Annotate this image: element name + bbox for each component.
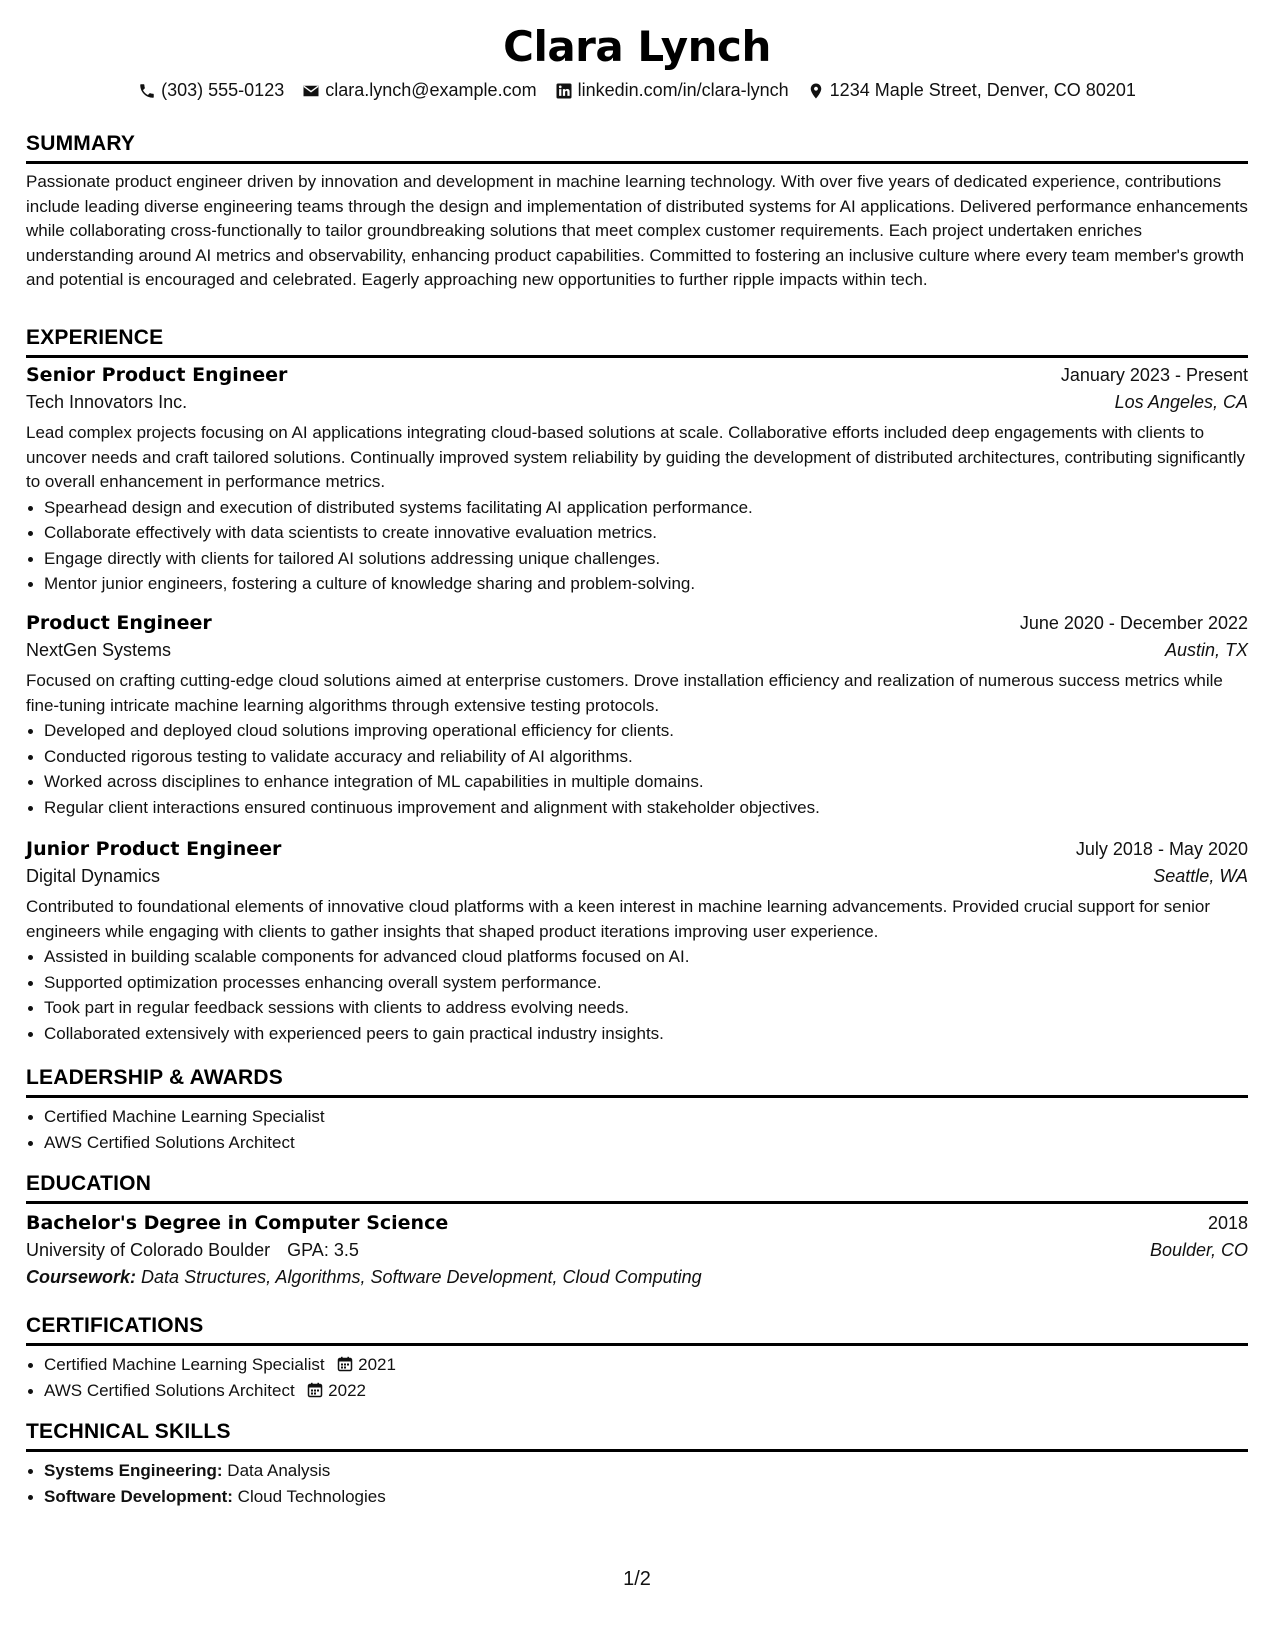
job-company: Digital Dynamics <box>26 866 161 886</box>
certifications-title: CERTIFICATIONS <box>26 1314 1248 1346</box>
job-location: Austin, TX <box>1164 640 1248 660</box>
degree-title: Bachelor's Degree in Computer Science <box>26 1212 449 1234</box>
email-text[interactable]: clara.lynch@example.com <box>325 80 537 100</box>
job-description: Contributed to foundational elements of innovative cloud platforms with a keen interest in machine learning advancements. Provided crucial support for senior engineers while engaging with clients to gather insights that shaped product iterations improving user experience. <box>26 897 1211 941</box>
skills-section <box>26 1420 1248 1509</box>
list-item: Certified Machine Learning Specialist <box>26 1104 1248 1130</box>
list-item: Took part in regular feedback sessions with clients to address evolving needs. <box>26 995 1248 1021</box>
list-item: Supported optimization processes enhancing overall system performance. <box>26 970 1248 996</box>
skills-title: TECHNICAL SKILLS <box>26 1420 1248 1452</box>
job-dates: July 2018 - May 2020 <box>1075 839 1248 859</box>
skills-list <box>26 1458 1248 1509</box>
list-item <box>26 1458 1248 1484</box>
calendar-icon <box>337 1356 353 1372</box>
cert-year: 2022 <box>328 1380 366 1400</box>
job-dates: June 2020 - December 2022 <box>1019 613 1248 633</box>
summary-text: Passionate product engineer driven by innovation and development in machine learning technology. With over five years of dedicated experience, contributions include leading diverse engineering teams through the design and implementation of distributed systems for AI applications. Delivered performance enhancements while collaborating cross-functionally to tailor groundbreaking solutions that meet complex customer requirements. Each project undertaken enriches understanding around AI metrics and observability, enhancing product capabilities. Committed to fostering an inclusive culture where every team member's growth and potential is encouraged and celebrated. Eagerly approaching new opportunities to further ripple impacts within tech. <box>26 172 1248 289</box>
education-title: EDUCATION <box>26 1172 1248 1204</box>
contact-bar <box>26 80 1248 101</box>
graduation-year: 2018 <box>1207 1213 1248 1233</box>
phone-icon <box>138 82 156 100</box>
contact-linkedin[interactable] <box>555 80 789 101</box>
list-item: Collaborated extensively with experienced peers to gain practical industry insights. <box>26 1021 1248 1047</box>
cert-year: 2021 <box>358 1355 396 1374</box>
job-bullets <box>26 944 1248 1046</box>
contact-address <box>807 80 1136 101</box>
job-company: Tech Innovators Inc. <box>26 392 188 412</box>
summary-title: SUMMARY <box>26 132 1248 164</box>
job-entry <box>26 838 1248 1046</box>
education-section <box>26 1172 1248 1288</box>
contact-email[interactable] <box>302 80 536 101</box>
leadership-list <box>26 1104 1248 1155</box>
job-bullets <box>26 495 1248 597</box>
page-number: 1/2 <box>623 1568 651 1590</box>
list-item: Spearhead design and execution of distributed systems facilitating AI application performance. <box>26 495 1248 521</box>
job-title: Junior Product Engineer <box>26 838 282 860</box>
coursework-line <box>26 1267 1248 1288</box>
list-item: Collaborate effectively with data scientists to create innovative evaluation metrics. <box>26 520 1248 546</box>
envelope-icon <box>302 82 320 100</box>
certifications-list <box>26 1352 1248 1403</box>
gpa: GPA: 3.5 <box>287 1240 359 1260</box>
list-item <box>26 1378 1248 1404</box>
coursework-text: Data Structures, Algorithms, Software Development, Cloud Computing <box>141 1267 702 1287</box>
list-item <box>26 1484 1248 1510</box>
linkedin-text[interactable]: linkedin.com/in/clara-lynch <box>577 80 789 100</box>
job-description: Lead complex projects focusing on AI applications integrating cloud-based solutions at scale. Collaborative efforts included deep engagements with clients to uncover needs and craft tailored solutions. Continually improved system reliability by guiding the development of distributed architectures, contributing significantly to overall enhancement in performance metrics. <box>26 423 1245 491</box>
job-dates: January 2023 - Present <box>1060 365 1248 385</box>
list-item: Mentor junior engineers, fostering a culture of knowledge sharing and problem-solving. <box>26 571 1248 597</box>
list-item <box>26 1352 1248 1378</box>
school-location: Boulder, CO <box>1149 1240 1248 1260</box>
list-item: Assisted in building scalable components for advanced cloud platforms focused on AI. <box>26 944 1248 970</box>
phone-text: (303) 555-0123 <box>161 80 285 100</box>
list-item: Conducted rigorous testing to validate accuracy and reliability of AI algorithms. <box>26 744 1248 770</box>
skill-value: Data Analysis <box>227 1461 331 1480</box>
job-company: NextGen Systems <box>26 640 172 660</box>
job-entry <box>26 612 1248 820</box>
address-text: 1234 Maple Street, Denver, CO 80201 <box>829 80 1136 100</box>
coursework-label: Coursework: <box>26 1267 137 1287</box>
skill-value: Cloud Technologies <box>237 1486 386 1506</box>
cert-name: AWS Certified Solutions Architect <box>44 1380 295 1400</box>
school-name: University of Colorado Boulder <box>26 1240 271 1260</box>
skill-label: Software Development: <box>44 1486 233 1506</box>
map-pin-icon <box>807 82 825 100</box>
job-bullets <box>26 718 1248 820</box>
job-title: Senior Product Engineer <box>26 364 288 386</box>
job-location: Seattle, WA <box>1153 866 1248 886</box>
resume-page <box>26 0 1248 1650</box>
job-entry <box>26 364 1248 597</box>
linkedin-icon <box>555 82 573 100</box>
leadership-section <box>26 1066 1248 1155</box>
experience-title: EXPERIENCE <box>26 326 1248 358</box>
list-item: Developed and deployed cloud solutions improving operational efficiency for clients. <box>26 718 1248 744</box>
job-description: Focused on crafting cutting-edge cloud solutions aimed at enterprise customers. Drove installation efficiency and realization of numerous success metrics while fine-tuning intricate machine learning algorithms through extensive testing protocols. <box>26 671 1223 715</box>
leadership-title: LEADERSHIP & AWARDS <box>26 1066 1248 1098</box>
resume-name: Clara Lynch <box>503 22 771 71</box>
list-item: Regular client interactions ensured continuous improvement and alignment with stakeholder objectives. <box>26 795 1248 821</box>
list-item: AWS Certified Solutions Architect <box>26 1130 1248 1156</box>
experience-section <box>26 326 1248 358</box>
cert-name: Certified Machine Learning Specialist <box>44 1355 325 1374</box>
list-item: Engage directly with clients for tailored AI solutions addressing unique challenges. <box>26 546 1248 572</box>
job-location: Los Angeles, CA <box>1114 392 1248 412</box>
calendar-icon <box>307 1382 323 1398</box>
summary-section <box>26 132 1248 293</box>
contact-phone <box>138 80 284 101</box>
certifications-section <box>26 1314 1248 1403</box>
job-title: Product Engineer <box>26 612 212 634</box>
list-item: Worked across disciplines to enhance integration of ML capabilities in multiple domains. <box>26 769 1248 795</box>
skill-label: Systems Engineering: <box>44 1461 223 1480</box>
